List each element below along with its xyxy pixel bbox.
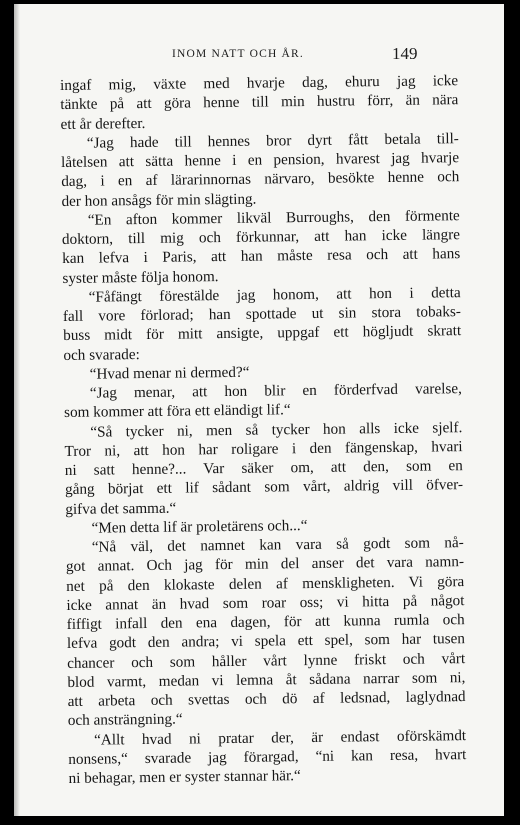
text-line: gång börjat ett lif sådant som vårt, aldrig vill öfver- [64,476,464,499]
text-line: “En afton kommer likväl Burroughs, den förmente [87,206,460,229]
text-line: gifva det samma.“ [65,499,177,518]
text-line: och svarade: [63,345,140,364]
text-line: “Jag menar, att hon blir en förderfvad varelse, [89,380,462,402]
text-line: att arbeta och svettas och dö af ledsnad, laglydnad [67,688,466,710]
text-line: “Allt hvad ni pratar der, är endast oförskämdt [94,726,467,749]
text-line: Tror ni, att hon har roligare i den fängenskap, hvari [64,437,463,460]
paragraph [61,129,460,211]
paragraph [68,726,467,789]
text-line: “Nå väl, det namnet kan vara så godt som nå- [91,534,464,556]
text-line: der hon ansågs för min slägting. [61,190,257,210]
text-line: fall vore förlorad; han spottade ut sin stora tobaks- [62,303,462,325]
text-line: “Jag hade till hennes bror dyrt fått betala till- [86,129,459,152]
paragraph [64,418,463,519]
paragraph [60,71,459,134]
book-page [14,4,504,816]
text-line: ett år derefter. [60,114,146,133]
text-line: ingaf mig, växte med hvarje dag, ehuru jag icke [60,72,459,94]
page-number: 149 [392,44,418,63]
text-line: nonsens,“ svarade jag förargad, “ni kan resa, hvart [68,745,467,768]
paragraph [66,533,466,730]
page-edge-shadow [14,4,20,816]
text-line: blod varmt, medan vi lemna åt sådana narrar som ni, [67,668,466,691]
text-line: “Men detta lif är proletärens och...“ [91,516,308,537]
text-line: ni satt henne?... Var säker om, att den, som en [64,457,463,479]
text-line: “Hvad menar ni dermed?“ [89,363,250,383]
text-line: fiffigt infall den ena dagen, för att kunna rumla och [66,611,465,633]
text-line: “Så tycker ni, men så tycker hon alls icke sjelf. [90,418,463,441]
text-line: doktorn, till mig och förkunnar, att han icke längre [61,226,461,248]
text-line: chancer och som håller vårt lynne friskt och vårt [67,649,466,672]
running-head: INOM NATT OCH ÅR. [172,48,304,60]
text-line: net på den klokaste delen af menskligheten. Vi göra [66,572,465,595]
text-line: buss midt för mitt ansigte, uppgaf ett högljudt skratt [63,322,462,345]
text-line: got annat. Och jag för min del anser det vara namn- [65,553,465,576]
text-line: tänkte på att göra henne till min hustru förr, än nära [60,91,459,114]
text-line: dag, i en af lärarinnornas närvaro, besökte henne och [61,168,460,191]
page-header [14,44,504,64]
text-line: icke annat än hvad som roar oss; vi hitta på något [66,591,465,614]
text-line: som kommer att föra ett eländigt lif.“ [64,401,291,422]
text-line: syster måste följa honom. [62,267,219,287]
text-line: ni behagar, men er syster stannar här.“ [68,767,301,787]
text-line: låtelsen att sätta henne i en pension, hvarest jag hvarje [60,149,460,171]
paragraph [63,283,462,365]
text-line: “Fåfängt förestälde jag honom, att hon i detta [88,283,461,306]
text-line: och ansträngning.“ [67,710,183,730]
text-line: lefva godt den andra; vi spela ett spel, som har tusen [66,630,466,653]
body-text [60,71,467,788]
paragraph [62,206,461,288]
paragraph [64,379,462,422]
text-line: kan lefva i Paris, att han måste resa och att hans [62,245,461,268]
